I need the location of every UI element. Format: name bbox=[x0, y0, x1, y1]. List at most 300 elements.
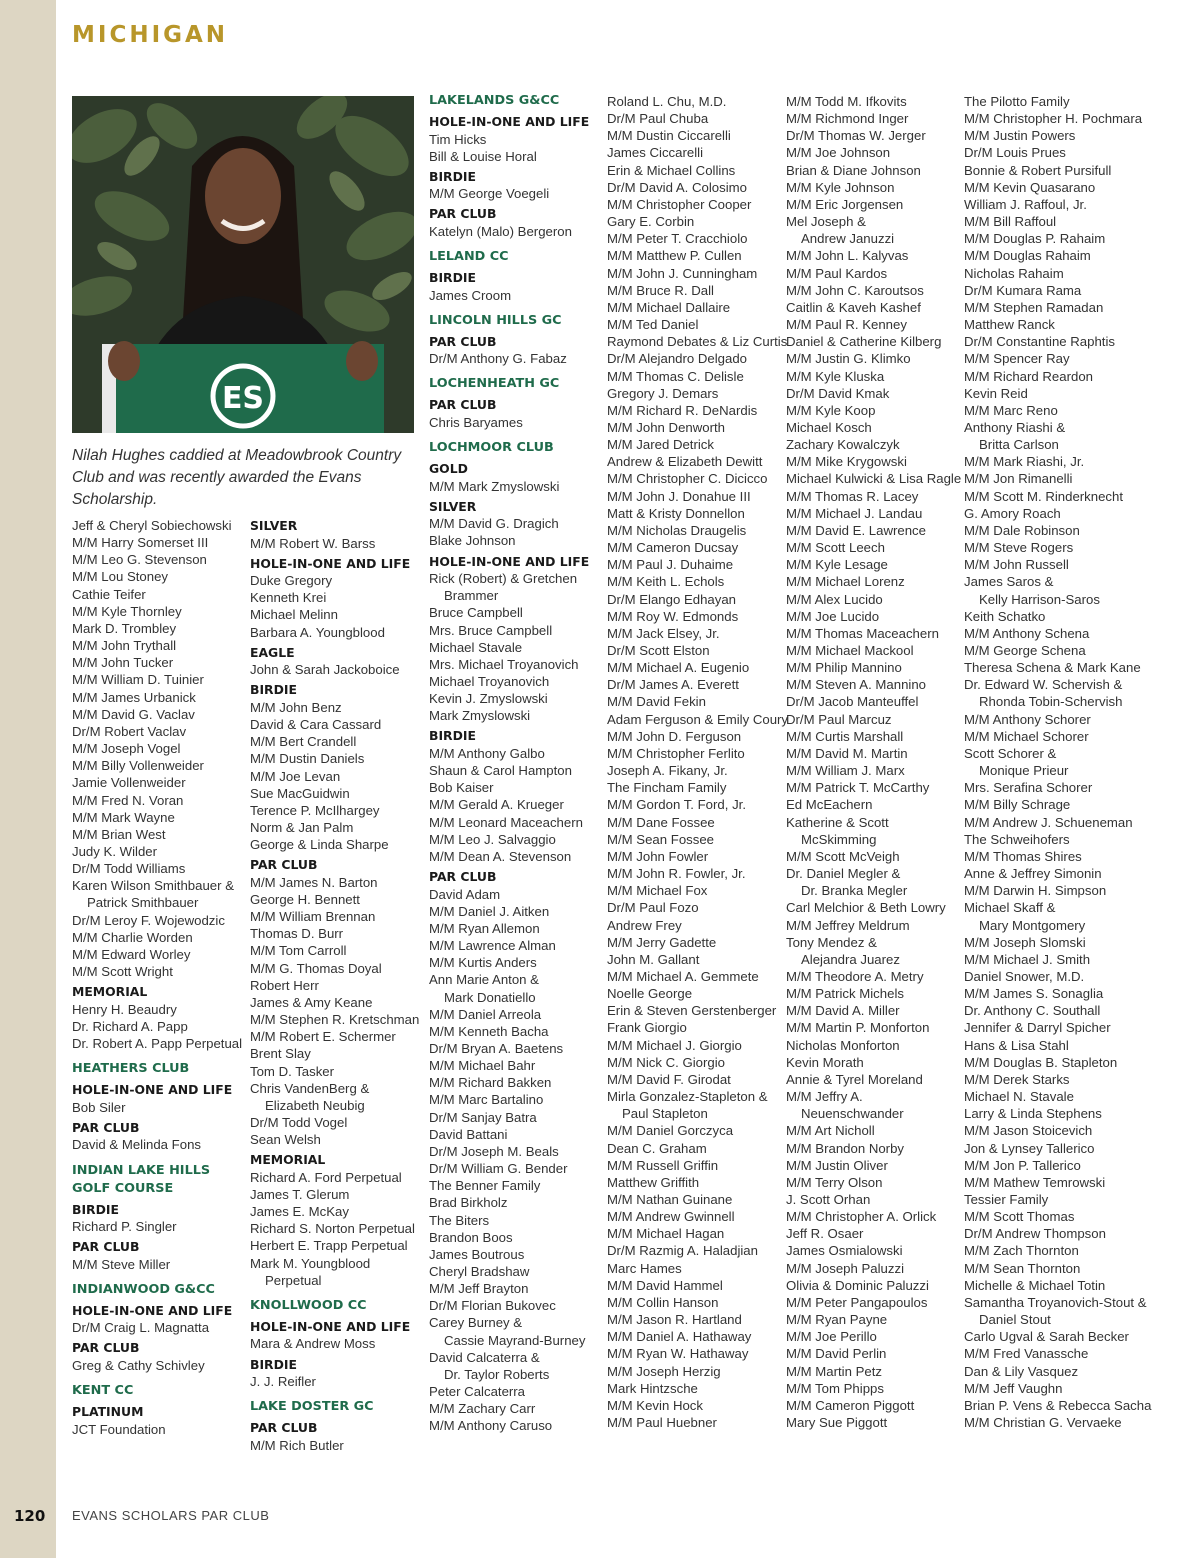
donor-name: Nicholas Rahaim bbox=[964, 265, 1064, 281]
donor-name: M/M David E. Lawrence bbox=[786, 522, 926, 538]
donor-name: M/M Russell Griffin bbox=[607, 1157, 719, 1173]
donor-name: Bob Kaiser bbox=[429, 780, 494, 796]
donor-name: M/M Jeff Brayton bbox=[429, 1281, 529, 1297]
donor-name: Bruce Campbell bbox=[429, 605, 523, 621]
donor-name: James Saros & bbox=[964, 574, 1054, 590]
donor-name: M/M Kyle Johnson bbox=[786, 179, 895, 195]
donor-name: Barbara A. Youngblood bbox=[250, 624, 385, 640]
donor-name: Dr. Robert A. Papp Perpetual bbox=[72, 1036, 243, 1052]
donor-name: M/M Justin Oliver bbox=[786, 1157, 888, 1173]
flag-logo-text: ES bbox=[221, 381, 265, 416]
donor-name: Terence P. McIlhargey bbox=[250, 802, 380, 818]
donor-name: Mark M. Youngblood bbox=[250, 1255, 371, 1271]
donor-name: M/M Nick C. Giorgio bbox=[607, 1054, 725, 1070]
donor-name: M/M Steven A. Mannino bbox=[786, 677, 927, 693]
donor-name: Brian P. Vens & Rebecca Sacha bbox=[964, 1397, 1152, 1413]
donor-name: James T. Glerum bbox=[250, 1187, 350, 1202]
level-heading: MEMORIAL bbox=[72, 984, 148, 1000]
donor-name: M/M Michael Lorenz bbox=[786, 574, 905, 590]
donor-name: M/M Steve Miller bbox=[72, 1256, 171, 1272]
donor-name: M/M Zach Thornton bbox=[964, 1243, 1079, 1259]
donor-name: M/M Justin Powers bbox=[964, 128, 1076, 144]
donor-name-continued: Patrick Smithbauer bbox=[87, 895, 199, 911]
donor-name: M/M Martin Petz bbox=[786, 1363, 882, 1379]
donor-name: Dr/M Andrew Thompson bbox=[964, 1226, 1106, 1242]
donor-name: M/M Dustin Ciccarelli bbox=[607, 128, 731, 144]
level-heading: HOLE-IN-ONE AND LIFE bbox=[72, 1302, 233, 1318]
donor-name: Cathie Teifer bbox=[72, 586, 146, 602]
photo-caption: Nilah Hughes caddied at Meadowbrook Country Club and was recently awarded the Evans Scholarship. bbox=[72, 447, 402, 508]
level-heading: HOLE-IN-ONE AND LIFE bbox=[72, 1082, 233, 1098]
level-heading: PAR CLUB bbox=[72, 1119, 140, 1135]
donor-name: M/M Keith L. Echols bbox=[607, 574, 725, 590]
donor-name: M/M John L. Kalyvas bbox=[786, 248, 909, 264]
level-heading: BIRDIE bbox=[250, 682, 297, 698]
donor-name-continued: Dr. Branka Megler bbox=[801, 883, 908, 899]
club-heading: LOCHMOOR CLUB bbox=[429, 440, 554, 456]
donor-name: M/M Jon P. Tallerico bbox=[964, 1157, 1081, 1173]
donor-name: Dean C. Graham bbox=[607, 1140, 707, 1156]
donor-name: M/M Patrick Michels bbox=[786, 986, 904, 1002]
donor-name: Dr/M David A. Colosimo bbox=[607, 179, 747, 195]
donor-column-4 bbox=[607, 93, 789, 1431]
donor-name: M/M Fred Vanassche bbox=[964, 1346, 1089, 1362]
donor-name: M/M Mike Krygowski bbox=[786, 454, 907, 470]
donor-column-2 bbox=[250, 514, 420, 1454]
donor-name: M/M William Brennan bbox=[250, 909, 376, 925]
donor-name: M/M Andrew Gwinnell bbox=[607, 1209, 735, 1225]
donor-name: M/M Paul Huebner bbox=[607, 1415, 717, 1431]
donor-name: Dr/M Todd Williams bbox=[72, 861, 186, 877]
donor-name: Dr/M Alejandro Delgado bbox=[607, 351, 748, 367]
level-heading: BIRDIE bbox=[429, 728, 476, 744]
donor-name: Michael N. Stavale bbox=[964, 1089, 1074, 1105]
donor-name: Dr. Edward W. Schervish & bbox=[964, 677, 1123, 693]
donor-name: Dr/M Paul Chuba bbox=[607, 111, 709, 127]
donor-name: M/M John Fowler bbox=[607, 848, 709, 864]
donor-name: M/M Daniel Gorczyca bbox=[607, 1123, 734, 1139]
donor-name: M/M Richard R. DeNardis bbox=[607, 402, 758, 418]
donor-name: M/M Billy Schrage bbox=[964, 797, 1071, 813]
level-heading: BIRDIE bbox=[429, 270, 476, 286]
donor-name: Kevin Reid bbox=[964, 385, 1028, 401]
donor-name: Dan & Lily Vasquez bbox=[964, 1363, 1079, 1379]
donor-name: David Battani bbox=[429, 1126, 508, 1142]
donor-name: Anne & Jeffrey Simonin bbox=[964, 866, 1102, 882]
level-heading: PAR CLUB bbox=[72, 1340, 140, 1356]
donor-name: M/M Spencer Ray bbox=[964, 351, 1070, 367]
donor-name: Mrs. Michael Troyanovich bbox=[429, 656, 579, 672]
donor-name: Herbert E. Trapp Perpetual bbox=[250, 1238, 408, 1254]
donor-name: M/M Michael J. Smith bbox=[964, 951, 1091, 967]
donor-name: James E. McKay bbox=[250, 1204, 349, 1220]
donor-name: Dr/M Razmig A. Haladjian bbox=[607, 1243, 758, 1259]
donor-name: Tom D. Tasker bbox=[250, 1063, 335, 1079]
donor-name: M/M Art Nicholl bbox=[786, 1123, 875, 1139]
donor-name: James Osmialowski bbox=[786, 1243, 903, 1259]
donor-name: M/M Paul Kardos bbox=[786, 265, 888, 281]
donor-name: M/M Jeffry A. bbox=[786, 1089, 863, 1105]
donor-name-continued: Elizabeth Neubig bbox=[265, 1097, 365, 1113]
donor-name: Jennifer & Darryl Spicher bbox=[964, 1020, 1111, 1036]
donor-name: Bob Siler bbox=[72, 1099, 126, 1115]
donor-name: Gary E. Corbin bbox=[607, 214, 695, 230]
donor-name: Dr/M Todd Vogel bbox=[250, 1115, 348, 1131]
donor-name: M/M Cameron Ducsay bbox=[607, 540, 739, 556]
donor-name: Sue MacGuidwin bbox=[250, 785, 350, 801]
donor-name: M/M Thomas Maceachern bbox=[786, 625, 939, 641]
donor-name: Greg & Cathy Schivley bbox=[72, 1357, 205, 1373]
donor-name: Tessier Family bbox=[964, 1192, 1049, 1207]
donor-name: M/M Anthony Galbo bbox=[429, 745, 545, 761]
donor-name: Daniel Snower, M.D. bbox=[964, 968, 1085, 984]
donor-name: Dr/M Anthony G. Fabaz bbox=[429, 351, 567, 367]
donor-name: Daniel & Catherine Kilberg bbox=[786, 334, 942, 350]
donor-name: M/M John J. Cunningham bbox=[607, 265, 758, 281]
donor-name: Dr/M Sanjay Batra bbox=[429, 1109, 537, 1125]
donor-name: Katherine & Scott bbox=[786, 814, 889, 830]
donor-name: Mark Zmyslowski bbox=[429, 708, 531, 724]
donor-name: M/M Richard Reardon bbox=[964, 368, 1093, 384]
donor-name: M/M Christopher Ferlito bbox=[607, 745, 745, 761]
donor-name: Matthew Griffith bbox=[607, 1174, 700, 1190]
level-heading: EAGLE bbox=[250, 644, 295, 660]
donor-name: Larry & Linda Stephens bbox=[964, 1106, 1102, 1122]
donor-name: M/M Tom Phipps bbox=[786, 1380, 884, 1396]
donor-name: Richard A. Ford Perpetual bbox=[250, 1169, 402, 1185]
scholar-photo bbox=[72, 96, 414, 433]
club-heading: INDIAN LAKE HILLS bbox=[72, 1162, 211, 1178]
donor-name: M/M Michael Bahr bbox=[429, 1058, 536, 1074]
donor-name: M/M Joseph Herzig bbox=[607, 1363, 721, 1379]
donor-name: M/M Michael Fox bbox=[607, 883, 708, 899]
donor-name: Rick (Robert) & Gretchen bbox=[429, 571, 578, 587]
donor-name: M/M Scott M. Rinderknecht bbox=[964, 488, 1124, 504]
donor-name: M/M William J. Marx bbox=[786, 763, 905, 779]
donor-name: Katelyn (Malo) Bergeron bbox=[429, 223, 572, 239]
donor-name-continued: Alejandra Juarez bbox=[801, 951, 900, 967]
donor-name: M/M David F. Girodat bbox=[607, 1071, 731, 1087]
donor-name: Blake Johnson bbox=[429, 533, 516, 549]
donor-name: Jon & Lynsey Tallerico bbox=[964, 1140, 1095, 1156]
donor-name: M/M Curtis Marshall bbox=[786, 728, 904, 744]
donor-name: M/M Zachary Carr bbox=[429, 1401, 536, 1417]
donor-name: Carlo Ugval & Sarah Becker bbox=[964, 1329, 1129, 1345]
donor-name: M/M Paul R. Kenney bbox=[786, 317, 907, 333]
donor-name-continued: Perpetual bbox=[265, 1272, 322, 1288]
donor-name: Cheryl Bradshaw bbox=[429, 1264, 530, 1279]
donor-name: M/M Patrick T. McCarthy bbox=[786, 780, 930, 796]
donor-name: Dr/M Craig L. Magnatta bbox=[72, 1320, 210, 1336]
donor-name: M/M Christopher C. Dicicco bbox=[607, 471, 768, 487]
donor-name: M/M Kyle Thornley bbox=[72, 603, 182, 619]
donor-name: Jamie Vollenweider bbox=[72, 775, 186, 791]
donor-name: Dr/M Paul Fozo bbox=[607, 900, 699, 916]
donor-name: Erin & Steven Gerstenberger bbox=[607, 1003, 777, 1019]
donor-name: Michael Skaff & bbox=[964, 900, 1056, 916]
level-heading: BIRDIE bbox=[72, 1201, 119, 1217]
donor-name: Dr. Anthony C. Southall bbox=[964, 1003, 1101, 1019]
donor-name: Michael Kosch bbox=[786, 419, 872, 435]
donor-name: Kevin Morath bbox=[786, 1054, 864, 1070]
level-heading: BIRDIE bbox=[250, 1356, 297, 1372]
club-heading: LOCHENHEATH GC bbox=[429, 376, 560, 392]
donor-name: M/M John Tucker bbox=[72, 655, 174, 671]
donor-name: M/M John D. Ferguson bbox=[607, 728, 742, 744]
donor-name: Raymond Debates & Liz Curtis bbox=[607, 334, 788, 350]
donor-name: Chris Baryames bbox=[429, 414, 523, 430]
club-heading: LAKELANDS G&CC bbox=[429, 93, 560, 108]
donor-name: M/M Fred N. Voran bbox=[72, 792, 184, 808]
donor-name: M/M Kevin Quasarano bbox=[964, 179, 1096, 195]
donor-column-1 bbox=[72, 517, 242, 1438]
donor-name: George H. Bennett bbox=[250, 892, 360, 907]
donor-name: M/M John C. Karoutsos bbox=[786, 282, 924, 298]
donor-name: M/M William D. Tuinier bbox=[72, 672, 204, 688]
donor-name: Michelle & Michael Totin bbox=[964, 1277, 1106, 1293]
donor-name: M/M David G. Dragich bbox=[429, 516, 559, 532]
club-heading: LELAND CC bbox=[429, 249, 509, 265]
level-heading: PAR CLUB bbox=[429, 397, 497, 413]
donor-name: M/M Jeffrey Meldrum bbox=[786, 917, 910, 933]
donor-name: M/M Bert Crandell bbox=[250, 734, 357, 750]
donor-name: M/M John Russell bbox=[964, 557, 1069, 573]
donor-name: David & Melinda Fons bbox=[72, 1137, 202, 1153]
donor-name: Judy K. Wilder bbox=[72, 843, 158, 859]
donor-name: M/M Kurtis Anders bbox=[429, 955, 537, 971]
donor-name: The Fincham Family bbox=[607, 780, 727, 796]
donor-name: M/M G. Thomas Doyal bbox=[250, 960, 382, 976]
donor-name: M/M Kenneth Bacha bbox=[429, 1023, 549, 1039]
donor-name: Michael Troyanovich bbox=[429, 674, 550, 689]
donor-name: Theresa Schena & Mark Kane bbox=[964, 660, 1141, 676]
donor-name: M/M Joe Levan bbox=[250, 768, 341, 784]
donor-name: Michael Kulwicki & Lisa Ragle bbox=[786, 471, 962, 487]
donor-name: M/M Scott Thomas bbox=[964, 1209, 1075, 1225]
donor-name: M/M Douglas P. Rahaim bbox=[964, 231, 1106, 247]
donor-name: M/M Nicholas Draugelis bbox=[607, 522, 747, 538]
donor-name: M/M David M. Martin bbox=[786, 745, 908, 761]
donor-column-6 bbox=[964, 93, 1152, 1431]
donor-name: M/M Paul J. Duhaime bbox=[607, 557, 734, 573]
donor-name: M/M Charlie Worden bbox=[72, 929, 193, 945]
donor-name: M/M Jason Stoicevich bbox=[964, 1123, 1093, 1139]
donor-name: Dr. Daniel Megler & bbox=[786, 866, 901, 882]
donor-name: M/M Dean A. Stevenson bbox=[429, 848, 572, 864]
donor-name: M/M Gordon T. Ford, Jr. bbox=[607, 797, 746, 813]
donor-name: Mrs. Bruce Campbell bbox=[429, 622, 553, 638]
donor-name: M/M Leo G. Stevenson bbox=[72, 552, 207, 568]
donor-name: M/M Rich Butler bbox=[250, 1437, 344, 1453]
donor-name: Gregory J. Demars bbox=[607, 385, 719, 401]
donor-name: M/M Christopher A. Orlick bbox=[786, 1209, 937, 1225]
donor-name: Dr/M Joseph M. Beals bbox=[429, 1143, 559, 1159]
donor-name: George & Linda Sharpe bbox=[250, 837, 389, 853]
level-heading: HOLE-IN-ONE AND LIFE bbox=[429, 114, 590, 129]
level-heading: HOLE-IN-ONE AND LIFE bbox=[250, 555, 411, 571]
donor-name: M/M Philip Mannino bbox=[786, 660, 902, 676]
level-heading: HOLE-IN-ONE AND LIFE bbox=[250, 1318, 411, 1334]
donor-name: Bill & Louise Horal bbox=[429, 148, 537, 164]
donor-name: Jeff R. Osaer bbox=[786, 1226, 864, 1242]
donor-name: James & Amy Keane bbox=[250, 994, 373, 1010]
donor-column-5 bbox=[786, 93, 962, 1431]
donor-name: M/M Martin P. Monforton bbox=[786, 1020, 930, 1036]
donor-name: M/M Michael J. Giorgio bbox=[607, 1037, 742, 1053]
donor-name: Annie & Tyrel Moreland bbox=[786, 1071, 923, 1087]
donor-name: Frank Giorgio bbox=[607, 1020, 687, 1036]
donor-name: Dr/M Bryan A. Baetens bbox=[429, 1040, 564, 1056]
donor-name: M/M Kyle Koop bbox=[786, 402, 876, 418]
donor-name: M/M Brandon Norby bbox=[786, 1140, 904, 1156]
club-heading: GOLF COURSE bbox=[72, 1180, 174, 1196]
level-heading: HOLE-IN-ONE AND LIFE bbox=[429, 553, 590, 569]
donor-name: M/M Nathan Guinane bbox=[607, 1192, 733, 1207]
club-heading: KNOLLWOOD CC bbox=[250, 1297, 367, 1313]
donor-name: William J. Raffoul, Jr. bbox=[964, 196, 1087, 212]
donor-name: Dr/M William G. Bender bbox=[429, 1161, 568, 1177]
donor-name: M/M Eric Jorgensen bbox=[786, 196, 904, 212]
donor-name: Olivia & Dominic Paluzzi bbox=[786, 1277, 929, 1293]
donor-name: M/M Jason R. Hartland bbox=[607, 1312, 742, 1328]
donor-name: Mirla Gonzalez-Stapleton & bbox=[607, 1089, 768, 1105]
donor-name: Mrs. Serafina Schorer bbox=[964, 780, 1093, 796]
donor-name: Dr/M Florian Bukovec bbox=[429, 1298, 556, 1314]
donor-name: M/M Robert E. Schermer bbox=[250, 1029, 396, 1045]
donor-name: M/M David Fekin bbox=[607, 694, 706, 710]
donor-name-continued: Brammer bbox=[444, 588, 499, 604]
level-heading: PAR CLUB bbox=[250, 1420, 318, 1436]
donor-name: Chris VandenBerg & bbox=[250, 1080, 370, 1096]
donor-name: M/M Dustin Daniels bbox=[250, 751, 365, 767]
donor-name: M/M Alex Lucido bbox=[786, 591, 883, 607]
donor-name: M/M Mark Wayne bbox=[72, 809, 175, 825]
donor-name: The Biters bbox=[429, 1212, 490, 1228]
donor-name: M/M Daniel Arreola bbox=[429, 1006, 542, 1022]
donor-name: M/M Michael Schorer bbox=[964, 728, 1089, 744]
publication-title: EVANS SCHOLARS PAR CLUB bbox=[72, 1508, 270, 1523]
donor-name: M/M Stephen R. Kretschman bbox=[250, 1012, 420, 1028]
level-heading: PAR CLUB bbox=[250, 857, 318, 873]
donor-name: M/M Dane Fossee bbox=[607, 814, 715, 830]
donor-name: M/M Andrew J. Schueneman bbox=[964, 814, 1133, 830]
donor-name-continued: Dr. Taylor Roberts bbox=[444, 1366, 550, 1382]
level-heading: GOLD bbox=[429, 461, 468, 477]
donor-name: M/M Steve Rogers bbox=[964, 540, 1074, 556]
donor-name: M/M Sean Thornton bbox=[964, 1260, 1081, 1276]
donor-name: The Benner Family bbox=[429, 1178, 541, 1194]
donor-name: Tim Hicks bbox=[429, 131, 487, 147]
level-heading: MEMORIAL bbox=[250, 1152, 326, 1168]
donor-name: M/M Todd M. Ifkovits bbox=[786, 94, 907, 109]
donor-name: Dr. Richard A. Papp bbox=[72, 1018, 188, 1034]
club-heading: LAKE DOSTER GC bbox=[250, 1399, 374, 1415]
donor-name: Jeff & Cheryl Sobiechowski bbox=[72, 518, 232, 533]
donor-name: M/M Jeff Vaughn bbox=[964, 1380, 1063, 1396]
donor-name: Joseph A. Fikany, Jr. bbox=[607, 763, 728, 779]
donor-name: Ed McEachern bbox=[786, 797, 873, 813]
level-heading: SILVER bbox=[250, 518, 298, 533]
donor-name: Nicholas Monforton bbox=[786, 1037, 900, 1053]
donor-name: M/M Tom Carroll bbox=[250, 943, 347, 959]
donor-name: M/M Kyle Lesage bbox=[786, 557, 888, 573]
donor-name: M/M Ted Daniel bbox=[607, 317, 699, 333]
donor-name: M/M Jared Detrick bbox=[607, 437, 714, 453]
donor-name: James Croom bbox=[429, 287, 512, 303]
donor-name: M/M Michael A. Eugenio bbox=[607, 660, 750, 676]
donor-name: M/M Terry Olson bbox=[786, 1174, 883, 1190]
donor-name: M/M Dale Robinson bbox=[964, 522, 1080, 538]
donor-name-continued: Britta Carlson bbox=[979, 437, 1059, 453]
donor-name: M/M Michael Dallaire bbox=[607, 299, 731, 315]
donor-name: Samantha Troyanovich-Stout & bbox=[964, 1294, 1147, 1310]
donor-name: M/M James Urbanick bbox=[72, 689, 196, 705]
donor-name: M/M Marc Bartalino bbox=[429, 1092, 544, 1108]
donor-name: Dr/M Jacob Manteuffel bbox=[786, 694, 919, 710]
donor-name: M/M Thomas C. Delisle bbox=[607, 368, 744, 384]
donor-name: M/M Kevin Hock bbox=[607, 1397, 703, 1413]
donor-name: M/M Michael Hagan bbox=[607, 1226, 725, 1242]
donor-name: M/M Joe Perillo bbox=[786, 1329, 877, 1345]
donor-name: Carey Burney & bbox=[429, 1315, 523, 1331]
donor-name: Roland L. Chu, M.D. bbox=[607, 94, 727, 109]
donor-name: M/M Leonard Maceachern bbox=[429, 814, 583, 830]
donor-name: M/M Marc Reno bbox=[964, 402, 1058, 418]
club-heading: HEATHERS CLUB bbox=[72, 1061, 190, 1077]
donor-name: M/M Robert W. Barss bbox=[250, 535, 376, 551]
donor-name: Andrew Frey bbox=[607, 917, 682, 933]
donor-name-continued: Neuenschwander bbox=[801, 1106, 904, 1122]
donor-name: M/M Scott Wright bbox=[72, 964, 173, 980]
donor-name: Dr/M Kumara Rama bbox=[964, 282, 1082, 298]
donor-name: G. Amory Roach bbox=[964, 505, 1061, 521]
donor-name: M/M Joseph Paluzzi bbox=[786, 1260, 904, 1276]
level-heading: PAR CLUB bbox=[429, 869, 497, 885]
donor-name: Karen Wilson Smithbauer & bbox=[72, 878, 234, 894]
donor-name: Thomas D. Burr bbox=[250, 926, 344, 942]
donor-name: M/M Mark Zmyslowski bbox=[429, 478, 560, 494]
donor-name: M/M James N. Barton bbox=[250, 874, 378, 890]
donor-name: M/M Mathew Temrowski bbox=[964, 1174, 1106, 1190]
donor-name: M/M Douglas B. Stapleton bbox=[964, 1054, 1118, 1070]
donor-name: M/M Brian West bbox=[72, 826, 166, 842]
donor-name-continued: Mark Donatiello bbox=[444, 989, 536, 1005]
donor-name: M/M Leo J. Salvaggio bbox=[429, 831, 556, 847]
donor-name: Hans & Lisa Stahl bbox=[964, 1037, 1069, 1053]
donor-name: M/M Peter Pangapoulos bbox=[786, 1294, 928, 1310]
donor-name: M/M Richard Bakken bbox=[429, 1075, 552, 1091]
donor-name: Mary Sue Piggott bbox=[786, 1415, 888, 1431]
donor-name: M/M Harry Somerset III bbox=[72, 535, 209, 551]
donor-name: M/M Lawrence Alman bbox=[429, 938, 556, 954]
donor-name: M/M Daniel A. Hathaway bbox=[607, 1329, 752, 1345]
level-heading: BIRDIE bbox=[429, 168, 476, 184]
donor-name: Keith Schatko bbox=[964, 608, 1046, 624]
donor-name: M/M Thomas Shires bbox=[964, 848, 1082, 864]
donor-name: Norm & Jan Palm bbox=[250, 820, 354, 836]
donor-name: M/M Edward Worley bbox=[72, 946, 191, 962]
donor-name: M/M Peter T. Cracchiolo bbox=[607, 231, 748, 247]
donor-name: M/M Roy W. Edmonds bbox=[607, 608, 739, 624]
donor-name: M/M Anthony Caruso bbox=[429, 1418, 553, 1434]
donor-name: Bonnie & Robert Pursifull bbox=[964, 162, 1112, 178]
donor-name: M/M Jon Rimanelli bbox=[964, 471, 1073, 487]
donor-name: M/M Gerald A. Krueger bbox=[429, 797, 564, 813]
donor-name-continued: Cassie Mayrand-Burney bbox=[444, 1332, 586, 1348]
level-heading: PAR CLUB bbox=[72, 1239, 140, 1255]
donor-name: Mara & Andrew Moss bbox=[250, 1336, 376, 1352]
donor-name: M/M John Benz bbox=[250, 699, 342, 715]
